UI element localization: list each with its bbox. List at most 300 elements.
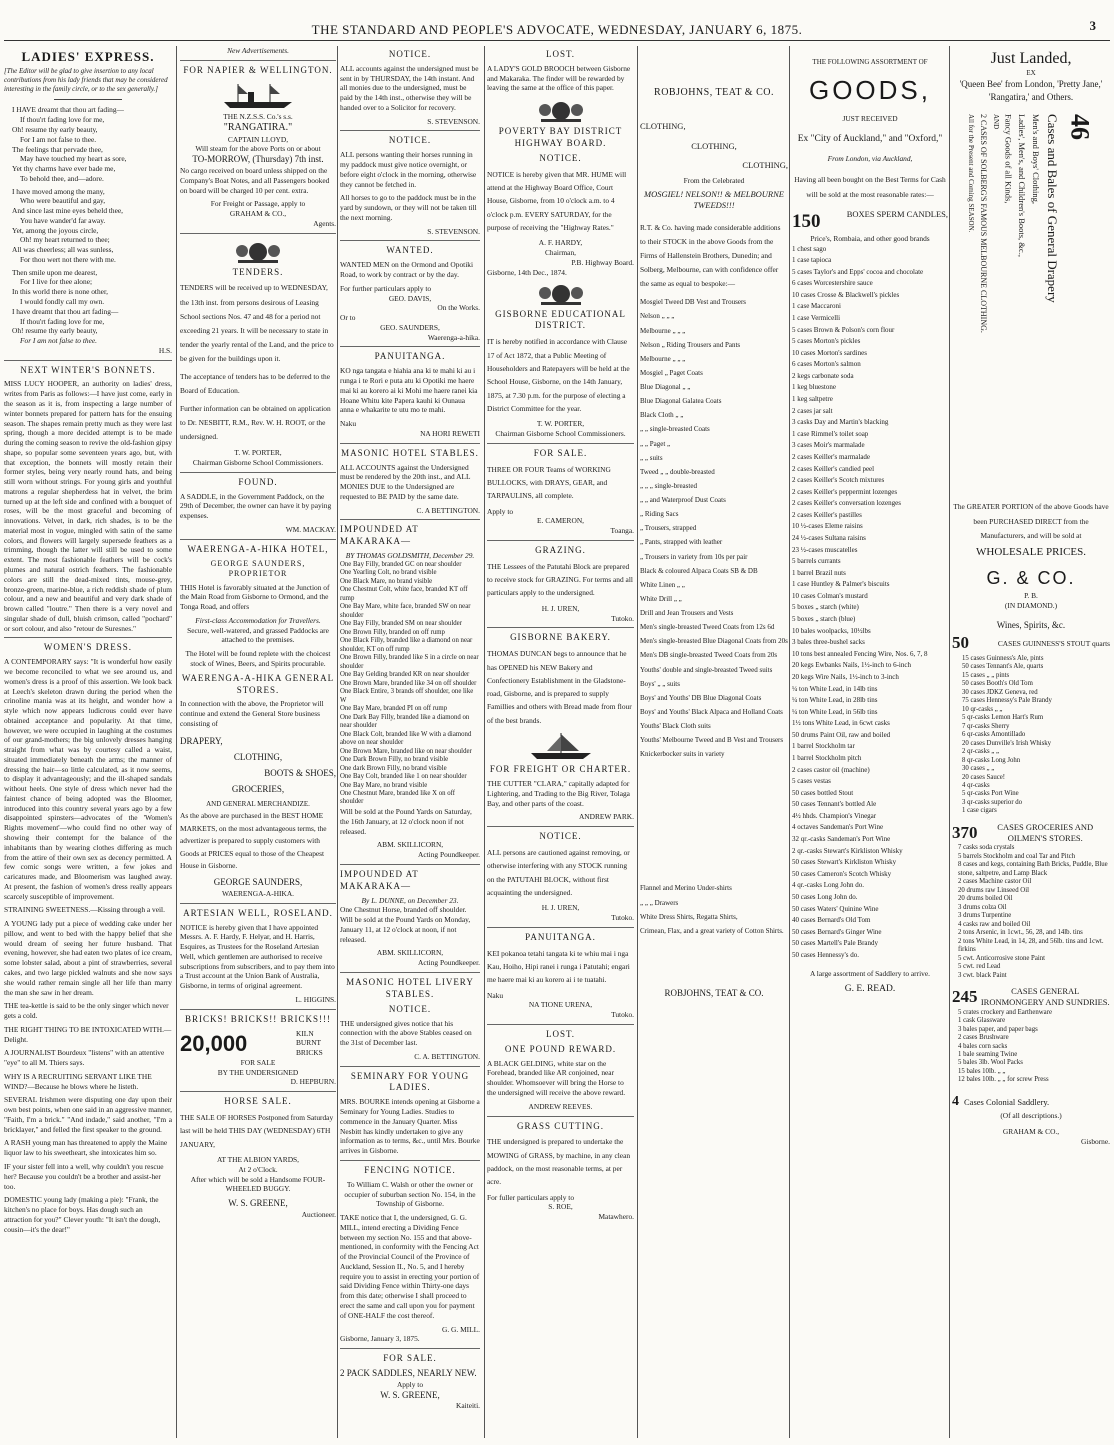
ad-signature: Chairman Gisborne School Commissioners. [192,457,324,467]
list-item: Boys' and Youths' Black Alpaca and Holland Coats [640,707,783,716]
list-item: Melbourne „ „ „ [640,326,686,335]
vertical-text: Cases and Bales of General Drapery [1045,114,1061,304]
list-item: One Black Mare, no brand visible [340,577,433,585]
list-item: „ Pants, strapped with leather [640,538,723,547]
list-item: 4 qr.-casks Long John do. [792,881,864,890]
list-item: 2 qr.-casks Stewart's Kirkliston Whisky [792,846,903,855]
saddlery-heading [952,1093,1110,1111]
list-item: 1 case cigars [962,807,997,815]
ad-heading: FOR FREIGHT OR CHARTER. [489,764,632,775]
list-item: 2 cases castor oil (machine) [792,765,870,774]
ad-text: BY THE UNDERSIGNED [217,1067,299,1077]
impounded-list [340,561,480,807]
column-read-goods [792,46,948,1438]
list-item: 20 drums boiled Oil [958,895,1013,903]
spirits-list [952,655,1110,816]
ad-heading: FOR SALE. [533,447,588,458]
ad-signature: Tutoko. [611,613,634,623]
divider [487,1024,634,1025]
ad-signature: Gisborne. [1081,1136,1110,1146]
list-item: 3 bales paper, and paper bags [958,1025,1038,1033]
list-item: Nelson „ Riding Trousers and Pants [640,340,741,349]
ad-heading: LOST. [545,49,576,59]
ad-text: Will be sold at the Pound Yards on Saturday, the 16th January, at 12 o'clock noon if not released. [340,806,472,836]
groceries-heading [952,822,1110,844]
ad-text: Will steam for the above Ports on or about [195,144,321,154]
ad-text: THE FOLLOWING ASSORTMENT OF [812,58,928,66]
list-item: 3 bales three-bushel sacks [792,638,865,647]
list-item: One Bay Filly, branded GC on near shoulder [340,560,462,568]
ad-text: Gisborne, January 3, 1875. [340,1334,420,1344]
list-item: Boys' and Youths' DB Blue Diagonal Coats [640,693,762,702]
ad-signature: ANDREW REEVES. [528,1101,593,1111]
ad-text: ALL ACCOUNTS against the Undersigned must be rendered by the 20th inst., and ALL MONIES DUE to the Undersigned are requested to BE PAID by the same date. [340,462,471,501]
ad-text: From the Celebrated [683,175,745,185]
ad-signature: W. S. GREENE, [228,1198,288,1209]
tweeds-line: MOSGIEL! NELSON!! & MELBOURNE TWEEDS!!! [643,188,784,210]
list-item: Mosgiel Tweed DB Vest and Trousers [640,298,747,307]
clothing-list [640,295,788,761]
ad-heading: NOTICE. [388,49,432,59]
list-item: One Black Filly, branded like a diamond on near shoulder, KT on off rump [340,637,473,653]
poem-line: Who were beautiful and gay, [20,196,106,206]
list-item: CLOTHING, [233,751,283,762]
poem-line: Yet, among the joyous circle, [12,225,99,235]
ironmongery-heading [952,986,1110,1008]
list-item: Youths' Melbourne Tweed and B Vest and Trousers [640,736,784,745]
article-text: WHY IS A RECRUITING SERVANT LIKE THE WIND?—Because he blows where he listeth. [4,1071,152,1091]
list-item: 1 keg saltpetre [792,395,833,404]
ad-signature: P.B. Highway Board. [571,257,634,267]
poem-line: You have wander'd far away. [20,215,106,225]
divider [340,240,480,241]
list-item: One dark Brown Filly, no brand visible [340,764,447,772]
list-item: 40 cases Bernard's Old Tom [792,916,871,925]
list-item: 1½ tons White Lead, in 6cwt casks [792,719,890,728]
ad-heading: SEMINARY FOR YOUNG LADIES. [350,1070,470,1093]
list-item: One Bay Mare, branded PI on off rump [340,705,448,713]
list-item: 7 casks soda crystals [958,844,1015,852]
ad-text: NOTICE is hereby given that I have appointed Messrs. A. F. Hardy, F. Helyar, and H. Harris, Esquires, as Trustees for the Roseland Artesian Well, which gentlemen are authorised to receive subscriptions from subscribers, and to pay them into a Trust account at the Union Bank of Australia, Gisborne, in terms of original agreement. [180,922,335,991]
ad-text: The acceptance of tenders has to be deferred to the Board of Education. [180,371,330,395]
divider [180,60,336,61]
list-item: 5 qr-casks Lemon Hart's Rum [962,714,1044,722]
ad-text: TO-MORROW, (Thursday) 7th inst. [192,154,324,165]
list-item: 10 ½-cases Eleme raisins [792,522,863,531]
list-item: 3 casks Day and Martin's blacking [792,418,889,427]
ad-text: A LADY'S GOLD BROOCH between Gisborne and Makaraka. The finder will be rewarded by leaving the same at the office of this paper. [487,63,631,93]
list-item: 5 cases Brown & Polson's corn flour [792,325,895,334]
firm-name: ROBJOHNS, TEAT & CO. [654,87,774,98]
list-item: 15 cases Guinness's Ale, pints [962,654,1044,662]
list-item: 10 cases Colman's mustard [792,591,868,600]
ad-signature: H. J. UREN, [541,603,580,613]
ad-heading: ONE POUND REWARD. [504,1043,617,1054]
ad-signature: Agents. [313,218,336,228]
ad-signature: GEORGE SAUNDERS, [213,877,303,887]
banner-line: CLOTHING, [742,160,788,171]
divider [487,927,634,928]
ad-text: THIS Hotel is favorably situated at the Junction of the Main Road from Gisborne to Ormond, and the Tonga Road, and offers [180,582,330,612]
list-item: 2 tons White Lead, in 14, 28, and 56lb. tins and 1cwt. firkins [958,937,1104,954]
list-item: 10 bales woolpacks, 10½lbs [792,626,871,635]
divider [180,903,336,904]
ad-signature: WM. MACKAY. [285,524,336,534]
ad-heading: BRICKS! BRICKS!! BRICKS!!! [184,1013,331,1024]
ad-text: As the above are purchased in the BEST HOME MARKETS, on the most advantageous terms, the advertizer is prepared to supply customers with Goods at PRICES equal to those of the Cheapest House in Gisborne. [180,811,327,871]
ad-heading: FOR SALE. [383,1353,437,1364]
article-text: IF your sister fell into a well, why couldn't you rescue her? Because you couldn't be a brother and assist-her too. [4,1161,164,1191]
column-rule [789,46,790,1438]
list-item: „ Trousers in variety from 10s per pair [640,552,748,561]
ad-heading: NOTICE. [388,135,432,146]
article-text: MISS LUCY HOOPER, an authority on ladies' dress, writes from Paris as follows:—I have just come, early in the season as it is, from inspecting a large number of winter bonnets prepared for pattern hats for the ensuing season. The shapes remain pretty much as they were last spring, though a more decided attempt is to be made during the coming season to revive the old-fashion gipsy shape, so popular some seventeen years ago, but, with that exception, the bonnets will mostly retain their former styles, being very nearly round hats, and being still worn without strings. For young girls and youthful matrons a regular shepherdess hat in velvet, the brim turned up at the left side and confined with a bouquet of roses, will be the most graceful and becoming of innovations. Velvet, in dark, rich shades, is to be the material most in vogue, mingled with satin of the same colors, and flowers will largely supersede feathers as a trimming, though the latter will still be used to some extent. The most fashionable feathers will be cock's plumes and natural ostrich feathers. The fashionable colors are still the dead-mixed tints, mouse-grey, bronze-green, marine-blue, a rich reddish shade of plum colour, and a new and beautiful and very dark shade of brown called "loutre." Then there is a very novel and singular shade of dull, bluish crimson, called "pochard" or sort colour, and also "retour de Suresnes." [4,379,172,633]
ad-signature: Naku [340,419,357,429]
firm-logo: G. & CO. [986,568,1076,589]
list-item: 4 casks raw and boiled Oil [958,920,1031,928]
list-item: 6 qr-casks Amontillado [962,731,1026,739]
list-item: 1 barrel Stockholm tar [792,742,855,751]
ad-heading: GRASS CUTTING. [516,1120,604,1131]
list-item: 20 kegs Wire Nails, 1½-inch to 3-inch [792,672,899,681]
poem-line: For I am not false to thee. [20,336,97,346]
ad-heading: LOST. [545,1028,576,1039]
list-item: 3 drums colza Oil [958,903,1007,911]
ad-heading: IMPOUNDED AT MAKARAKA— [340,868,419,891]
list-item: 2 cases jar salt [792,406,833,415]
ad-text: THE CUTTER "CLARA," capitally adapted for Lightering, and Trading to the Big River, Tolaga Bay, and other parts of the coast. [487,779,630,808]
ad-heading: GEORGE SAUNDERS, PROPRIETOR [210,558,306,579]
page-number: 3 [1089,18,1096,33]
divider [180,1091,336,1092]
article-text: SEVERAL Irishmen were disputing one day upon their own best points, when one said in an aggressive manner, "Faith, I'm a brick." "And indade," said another, "I'm a bricklayer," and felled the first speaker to the ground. [4,1095,172,1134]
ad-heading: NOTICE. [388,1003,432,1014]
list-item: One Bay Mare, white face, branded SW on near shoulder [340,603,471,619]
ad-signature: Chairman, [545,248,576,258]
list-item: 1 case Rimmel's toilet soap [792,429,869,438]
poem-line: For I am not false to thee. [20,134,97,144]
goods-heading: GOODS, [808,75,931,106]
coat-of-arms-icon [531,280,591,306]
poem-line: Oh! my heart returned to thee; [20,235,110,245]
list-item: One Yearling Colt, no brand visible [340,569,437,577]
ad-text: No cargo received on board unless shipped on the Company's Boat Notes, and all Passengers booked on board will be charged 10 per cent. extra. [180,166,330,195]
ad-signature: On the Works. [437,303,480,313]
ad-text: A SADDLE, in the Government Paddock, on the 29th of December, the owner can have it by paying expenses. [180,491,332,521]
list-item: 2 cases Keiller's marmalade [792,452,871,461]
list-item: 5 boxes „ starch (white) [792,603,859,612]
article-text: A JOURNALIST Bourdeux "listens" with an attentive "eye" to all M. Thiers says. [4,1048,165,1068]
ad-signature: A. F. HARDY, [538,238,583,248]
list-item: 4½ hhds. Champion's Vinegar [792,811,877,820]
list-item: Men's single-breasted Tweed Coats from 12s 6d [640,623,775,632]
list-item: 50 cases Bernard's Ginger Wine [792,927,882,936]
ad-signature: WAERENGA-A-HIKA. [221,888,295,898]
list-item: 15 cases „ „ pints [962,671,1010,679]
list-item: „ „ single-breasted Coats [640,425,710,434]
list-item: 2 kegs carbonate soda [792,371,854,380]
poem-line: The feelings that pervade thee, [12,144,103,154]
coat-of-arms-icon [228,238,288,264]
list-item: „ „ „ single-breasted [640,481,697,490]
list-item: 2 cases Keiller's pastilles [792,510,862,519]
ad-signature: Chairman Gisborne School Commissioners. [495,428,626,438]
ad-signature: Acting Poundkeeper. [418,850,480,860]
ad-signature: E. CAMERON, [536,516,584,526]
list-item: 50 drums Paint Oil, raw and boiled [792,730,891,739]
list-item: One Brown Filly, branded like S in a circle on near shoulder [340,654,479,670]
ad-text: For Freight or Passage, apply to [210,199,306,209]
candles-count: 150 [792,210,821,232]
ad-text: By L. DUNNE, on December 23. [361,895,459,905]
ad-signature: Tutoko. [611,1010,634,1020]
ad-text: CASES GENERAL IRONMONGERY AND SUNDRIES. [980,986,1110,1008]
list-item: 50 cases bottled Stout [792,788,854,797]
vertical-text: All for the Present and Coming SEASON. [967,114,976,233]
list-item: 5 cwt. Anticorrosive stone Paint [958,954,1046,962]
ad-text: BY THOMAS GOLDSMITH, December 29. [345,551,475,561]
list-item: Blue Diagonal Galatea Coats [640,397,722,406]
ad-signature: Waerenga-a-hika. [427,332,480,342]
list-item: 2 cases Brushware [958,1034,1009,1042]
ironmongery-list [952,1009,1110,1085]
ad-text: One Chestnut Horse, branded off shoulder. [340,905,467,915]
list-item: Melbourne „ „ „ [640,354,686,363]
ad-heading: FOR NAPIER & WELLINGTON. [183,64,333,75]
ad-text: A BLACK GELDING, white star on the Forehead, branded like AR conjoined, near shoulder. Whomsoever will bring the Horse to the undersigned will receive the above reward. [487,1058,626,1097]
ad-text: A large assortment of Saddlery to arrive. [810,969,930,979]
divider [180,233,336,234]
editor-note: [The Editor will be glad to give insertion to any local contributions from his lady friends that may be considered interesting in the family circle, or to the sex generally.] [4,67,168,94]
ad-text: In connection with the above, the Proprietor will continue and extend the General Store business consisting of [180,699,324,728]
list-item: 4 qr-casks [962,782,990,789]
list-item: GROCERIES, [231,784,285,795]
article-text: A RASH young man has threatened to apply the Maine liquor law to his sweetheart, she intoxicates him so. [4,1138,168,1158]
list-item: 12 bales 10lb. „ „ for screw Press [958,1076,1049,1084]
list-item: 50 cases Booth's Old Tom [962,680,1033,688]
ad-signature: T. W. PORTER, [234,448,282,458]
divider [340,864,480,865]
goods-list [792,244,948,962]
shirts-list [640,881,788,938]
list-item: 1 bale seaming Twine [958,1050,1018,1058]
list-item: 50 cases Martell's Pale Brandy [792,939,879,948]
list-item: 50 cases Tennant's bottled Ale [792,800,877,809]
list-item: Drill and Jean Trousers and Vests [640,609,734,618]
list-item: One Chestnut Mare, branded like X on off shoulder [340,790,456,806]
ad-signature: GRAHAM & CO., [229,209,287,219]
list-item: 1 chest sago [792,244,827,253]
column-rule [337,46,338,1438]
poem-signature: H.S. [158,345,172,355]
ad-text: TENDERS will be received up to WEDNESDAY, the 13th inst. from persons desirous of Leasing School sections Nos. 47 and 48 for a period not exceeding 21 years. It will be necessary to state in tender the yearly rental of the Land, and the price to be given for the buildings upon it. [180,283,334,363]
list-item: 10 qr-casks „ „ [962,705,1003,713]
ad-text: The GREATER PORTION of the above Goods have been PURCHASED DIRECT from the Manufacturers, and will be sold at [953,502,1109,540]
ad-text: EX [1026,69,1036,78]
list-item: 4 bales corn sacks [958,1042,1008,1050]
divider [340,972,480,973]
stout-count: 50 [952,633,969,653]
poem-line: And since last mine eyes beheld thee, [12,206,124,216]
banner-line: CLOTHING, [640,121,686,132]
list-item: Youths' Black Cloth suits [640,722,711,731]
list-item: AND GENERAL MERCHANDIZE. [206,799,310,808]
ad-text: After which will be sold a Handsome FOUR-WHEELED BUGGY. [190,1174,326,1194]
divider [54,99,121,100]
list-item: 10 tons best annealed Fencing Wire, Nos. 6, 7, 8 [792,649,928,658]
list-item: One Brown Filly, branded on off rump [340,628,445,636]
list-item: 5 cases Taylor's and Epps' cocoa and chocolate [792,267,924,276]
list-item: One Bay Gelding branded KR on near shoulder [340,671,470,679]
ad-signature: NA TIONE URENA, [528,1000,593,1010]
ad-text: ALL persons wanting their horses running in my paddock must give notice overnight, or before eight o'clock in the morning, otherwise they cannot be fetched in. [340,150,477,189]
ad-heading: NOTICE. [539,152,582,163]
list-item: 2 cases Keiller's conversation lozenges [792,499,901,508]
ad-text: At 2 o'Clock. [238,1164,278,1174]
steamship-icon [218,80,298,110]
list-item: One Bay Filly, branded SM on near shoulder [340,620,462,628]
article-text: A YOUNG lady put a piece of wedding cake under her pillow, and went to bed with the happy belief that she would dream of seeing her future husband. That evening, however, she had eaten two plates of ice cream, some lobster salad, about a pint of strawberries, several cakes, and two large pickled walnuts and she now says she would rather remain single all her life than marry the man she saw in her dream. [4,919,172,997]
ad-text: From London, via Auckland, [827,153,913,163]
ad-signature: G. G. MILL. [442,1324,480,1334]
ad-signature: Matawhero. [598,1212,634,1222]
ad-text: THE N.Z.S.S. Co.'s s.s. [223,111,293,121]
list-item: 20 kegs Ewbanks Nails, 1½-inch to 6-inch [792,661,911,670]
list-item: Mosgiel „ Paget Coats [640,368,703,377]
divider [340,1348,480,1349]
ad-text: Cases Colonial Saddlery. [964,1096,1050,1107]
poem-line: I HAVE dreamt that thou art fading— [12,105,124,115]
just-landed-heading: Just Landed, [990,50,1072,67]
ad-heading: FENCING NOTICE. [364,1164,456,1175]
ad-text: Price's, Rombaia, and other good brands [810,233,930,243]
ad-heading: GRAZING. [535,544,586,555]
list-item: 4 octaves Sandeman's Port Wine [792,823,884,832]
ad-text: THE Lessees of the Patutahi Block are prepared to receive stock for GRAZING. For terms and all particulars apply to the undersigned. [487,561,633,598]
ironmongery-count: 245 [952,987,978,1007]
ex-ships: Ex "City of Auckland," and "Oxford," [797,134,943,145]
ad-signature: GEO. DAVIS, [388,293,432,303]
stores-list [180,733,336,810]
list-item: One Brown Mare, branded like on near shoulder [340,747,472,755]
list-item: One Dark Bay Filly, branded like a diamond on near shoulder [340,713,470,730]
ad-text: To William C. Walsh or other the owner or occupier of suburban section No. 154, in the Township of Gisborne. [344,1179,476,1209]
ad-text: AT THE ALBION YARDS, [217,1154,299,1164]
bricks-ad [180,1029,336,1058]
list-item: 30 cases „ „ [962,765,995,773]
divider [487,1116,634,1117]
list-item: One Bay Mare, no brand visible [340,781,428,789]
divider [4,637,172,638]
ad-signature: Toanga. [610,526,634,536]
list-item: 10 cases Morton's sardines [792,348,867,357]
ad-signature: H. J. UREN, [541,903,580,913]
ad-signature: NA HORI REWETI [420,428,480,438]
list-item: 24 ½-cases Sultana raisins [792,534,866,542]
ad-signature: ANDREW PARK. [578,812,634,822]
list-item: 1 case Maccaroni [792,302,841,311]
column-ladies-express [4,46,172,1438]
list-item: 1 barrel Stockholm pitch [792,753,862,762]
list-item: „ „ „ Drawers [640,898,679,907]
vertical-text: Ladies', Men's, and Children's Boots, &c., [1017,114,1028,258]
list-item: 8 qr-casks Long John [962,756,1021,764]
list-item: Black Cloth „ „ [640,411,684,420]
ad-heading: FOUND. [238,476,278,487]
column-robjohns-teat [640,46,788,1438]
ad-signature: S. STEVENSON. [427,226,480,236]
ad-text: Having all been bought on the Best Terms for Cash will be sold at the most reasonable rates:— [794,174,946,200]
ad-heading: NOTICE. [539,831,582,842]
ad-signature: ABM. SKILLICORN, [376,948,444,958]
poem-line: In this world there is none other, [12,287,108,297]
ad-text: First-class Accommodation for Travellers. [195,615,321,625]
article-heading: NEXT WINTER'S BONNETS. [20,364,156,375]
ad-text: (IN DIAMOND.) [1004,600,1058,610]
list-item: 50 cases Long John do. [792,892,858,901]
ad-heading: WANTED. [386,245,434,256]
ad-heading: PANUITANGA. [525,931,596,942]
list-item: 1 keg bluestone [792,383,836,392]
poem-line: To behold thee, and—adore. [20,173,104,183]
list-item: „ „ and Waterproof Dust Coats [640,496,726,505]
list-item: One Chestnut Colt, white face, branded KT off rump [340,586,468,602]
ad-text: Secure, well-watered, and grassed Paddocks are attached to the premises. [187,625,329,645]
list-item: 5 barrels currants [792,557,841,566]
ad-heading: MASONIC HOTEL LIVERY STABLES. [346,976,474,999]
ad-signature: GRAHAM & CO., [1002,1127,1060,1137]
article-text: STRAINING SWEETNESS.—Kissing through a veil. [4,905,165,915]
list-item: 32 qr.-casks Sandeman's Port Wine [792,835,891,844]
article-text: DOMESTIC young lady (making a pie): "Frank, the kitchen's no place for boys. Has dough such an attraction for you?" Clever youth: "It isn't the dough, cousin—it's the dear!" [4,1195,161,1234]
divider [340,130,480,131]
stout-heading [952,632,1110,654]
coat-of-arms-icon [531,97,591,123]
list-item: 5 cases Morton's pickles [792,337,861,346]
poem-line: May have touched my heart as sore, [20,154,127,164]
ad-text: Gisborne, 14th Dec., 1874. [487,267,567,277]
list-item: 50 cases Tennant's Ale, quarts [962,663,1044,671]
list-item: ¼ ton White Lead, in 28lb tins [792,696,878,705]
divider [487,826,634,827]
list-item: Tweed „ „ double-breasted [640,467,715,476]
list-item: 10 cases Crosse & Blackwell's pickles [792,290,900,299]
ad-signature: S. STEVENSON. [427,116,480,126]
ad-heading: POVERTY BAY DISTRICT HIGHWAY BOARD. [498,126,623,149]
vertical-number: 46 [1065,114,1095,141]
divider [487,540,634,541]
list-item: 3 drums Turpentine [958,912,1012,920]
ad-text: THE undersigned is prepared to undertake the MOWING of GRASS, by machine, in any clean paddock, on the most reasonable terms, at per acre. [487,1137,631,1187]
ad-heading: WAERENGA-A-HIKA HOTEL, [187,543,329,554]
list-item: 6 cases Morton's salmon [792,360,861,369]
wholesale-heading: WHOLESALE PRICES. [976,545,1086,558]
list-item: 23 ½-cases muscatelles [792,545,858,554]
ad-signature: C. A. BETTINGTON. [414,1051,480,1061]
poem-line: If thou'rt fading love for me, [20,316,105,326]
column-rule [949,46,950,1438]
list-item: Blue Diagonal „ „ [640,383,691,392]
list-item: 2 qr-casks „ „ [962,748,1000,756]
ad-text: ALL persons are cautioned against removing, or otherwise interfering with any STOCK running on the PATUTAHI BLOCK, without first acquainting the undersigned. [487,847,630,897]
ad-heading: IMPOUNDED AT MAKARAKA— [340,524,419,547]
list-item: 6 cases Worcestershire sauce [792,279,873,288]
ad-text: R.T. & Co. having made considerable additions to their STOCK in the above Goods from the Firms of Hallenstein Brothers, Dunedin; and Solberg, Melbourne, can with confidence offer the same as equal to bespoke:— [640,223,781,289]
vertical-text: AND [991,114,1000,130]
poem-line: For I live for thee alone; [20,277,93,287]
poem [4,105,172,355]
list-item: ¼ ton White Lead, in 14lb tins [792,684,878,693]
